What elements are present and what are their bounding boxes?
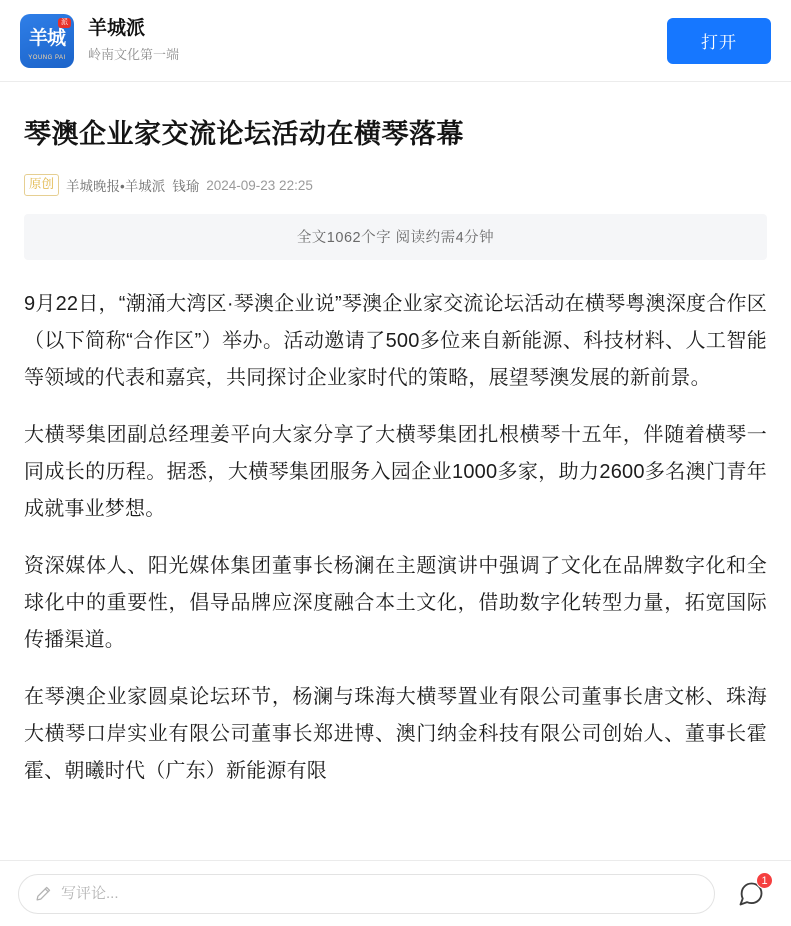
- comment-bar: [0, 860, 791, 926]
- byline-source: 羊城晚报•羊城派: [66, 179, 166, 195]
- reading-info-bar: 全文1062个字 阅读约需4分钟: [24, 214, 767, 260]
- app-logo-text: 羊城: [28, 27, 65, 49]
- comment-placeholder: 写评论...: [61, 885, 119, 902]
- app-logo-badge: 派: [58, 18, 71, 28]
- original-tag: 原创: [24, 174, 59, 196]
- comment-input[interactable]: [18, 874, 715, 914]
- app-logo: [20, 14, 74, 68]
- article-paragraph: 在琴澳企业家圆桌论坛环节，杨澜与珠海大横琴置业有限公司董事长唐文彬、珠海大横琴口岸实业有限公司董事长郑进博、澳门纳金科技有限公司创始人、董事长霍霍、朝曦时代（广东）新能源有限: [24, 685, 767, 782]
- page-title: 琴澳企业家交流论坛活动在横琴落幕: [24, 119, 464, 149]
- app-slogan: 岭南文化第一端: [88, 46, 180, 62]
- content-fade-overlay: [0, 816, 791, 860]
- app-info: [88, 17, 667, 64]
- article-paragraph: 9月22日，“潮涌大湾区·琴澳企业说”琴澳企业家交流论坛活动在横琴粤澳深度合作区（以下简称“合作区”）举办。活动邀请了500多位来自新能源、科技材料、人工智能等领域的代表和嘉宾，共同探讨企业家时代的策略，展望琴澳发展的新前景。: [24, 292, 767, 389]
- comment-count-badge: 1: [756, 872, 773, 889]
- open-app-button[interactable]: 打开: [667, 18, 771, 64]
- byline-author: 钱瑜: [172, 179, 200, 195]
- byline-date: 2024-09-23 22:25: [206, 177, 313, 193]
- comment-count-button[interactable]: [729, 872, 773, 916]
- article-container: [0, 116, 791, 790]
- byline: [24, 174, 767, 196]
- app-header-bar: [0, 0, 791, 82]
- article-paragraph: 大横琴集团副总经理姜平向大家分享了大横琴集团扎根横琴十五年，伴随着横琴一同成长的历程。据悉，大横琴集团服务入园企业1000多家，助力2600多名澳门青年成就事业梦想。: [24, 423, 767, 520]
- article-body: [24, 286, 767, 790]
- app-name: 羊城派: [88, 18, 146, 40]
- article-paragraph: 资深媒体人、阳光媒体集团董事长杨澜在主题演讲中强调了文化在品牌数字化和全球化中的重要性，倡导品牌应深度融合本土文化，借助数字化转型力量，拓宽国际传播渠道。: [24, 554, 767, 651]
- app-logo-subtext: YOUNG PAI: [28, 54, 66, 61]
- pencil-icon: [35, 885, 52, 902]
